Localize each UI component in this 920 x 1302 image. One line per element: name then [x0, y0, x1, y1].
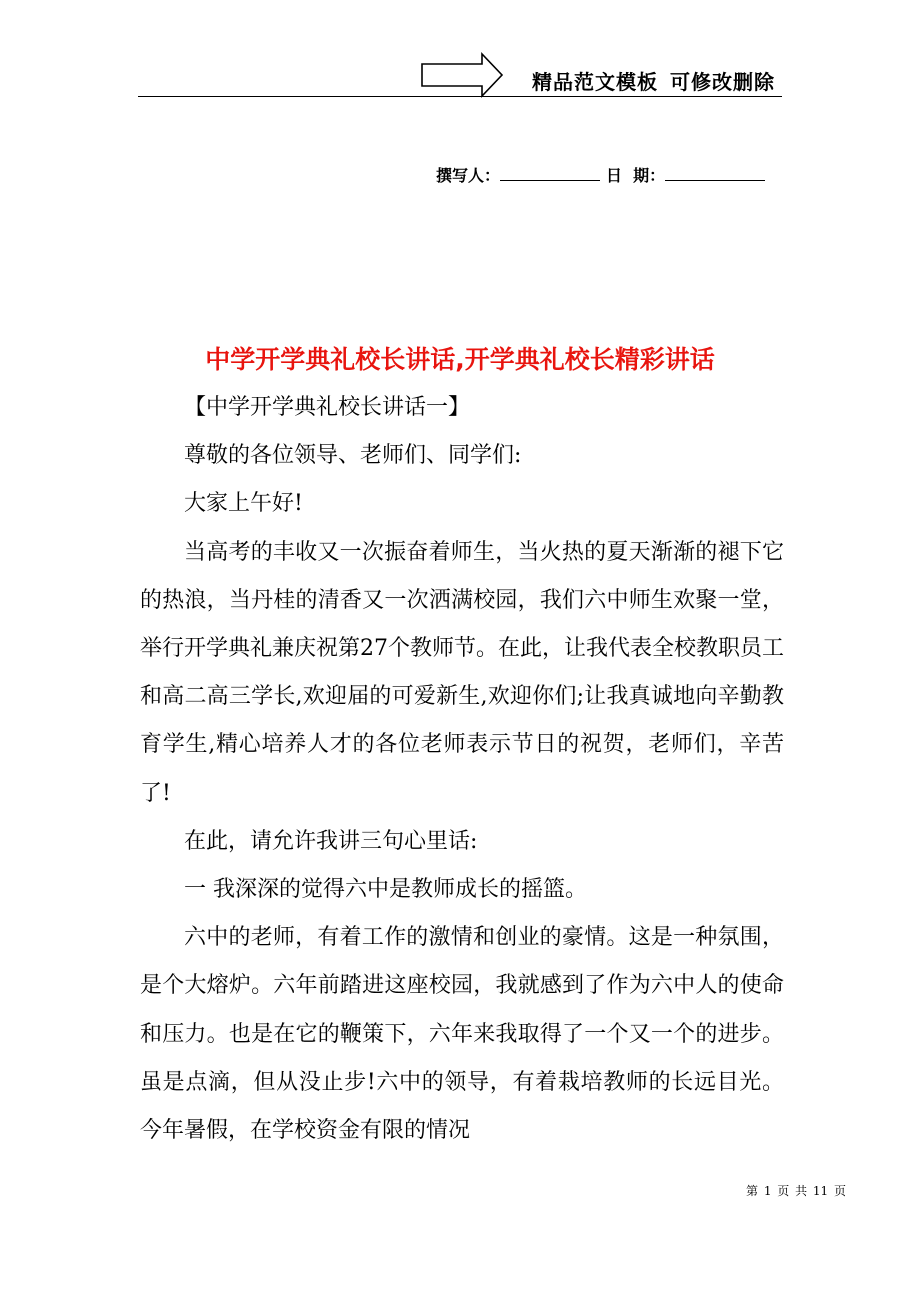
document-title: 中学开学典礼校长讲话,开学典礼校长精彩讲话	[205, 345, 715, 374]
body-paragraph: 六中的老师，有着工作的激情和创业的豪情。这是一种氛围，是个大熔炉。六年前踏进这座校园，我就感到了作为六中人的使命和压力。也是在它的鞭策下，六年来我取得了一个又一个的进步。虽是点滴，但从没止步!六中的领导，有着栽培教师的长远目光。今年暑假，在学校资金有限的情况	[140, 925, 784, 1144]
header-caption	[532, 66, 775, 95]
date-blank	[665, 162, 765, 181]
salutation: 尊敬的各位领导、老师们、同学们:	[184, 443, 522, 469]
document-body	[140, 384, 784, 1155]
greeting: 大家上午好!	[184, 491, 303, 517]
header-divider	[138, 96, 782, 97]
right-arrow-outline-icon	[420, 52, 504, 98]
body-paragraph: 在此，请允许我讲三句心里话:	[184, 828, 478, 854]
point-heading: 一 我深深的觉得六中是教师成长的摇篮。	[184, 877, 587, 903]
body-paragraph: 当高考的丰收又一次振奋着师生，当火热的夏天渐渐的褪下它的热浪，当丹桂的清香又一次洒满校园，我们六中师生欢聚一堂，举行开学典礼兼庆祝第27个教师节。在此，让我代表全校教职员工和高二高三学长,欢迎届的可爱新生,欢迎你们;让我真诚地向辛勤教育学生,精心培养人才的各位老师表示节日的祝贺，老师们，辛苦了!	[140, 539, 784, 806]
author-label: 撰写人：	[436, 166, 501, 185]
signature-line	[436, 162, 765, 186]
date-label: 日 期：	[606, 166, 666, 185]
header-text-template: 精品范文模板	[532, 70, 658, 94]
page-number: 第 1 页 共 11 页	[746, 1184, 846, 1198]
section-heading: 【中学开学典礼校长讲话一】	[184, 395, 471, 420]
header-text-editable: 可修改删除	[670, 70, 775, 94]
author-blank	[500, 162, 600, 181]
